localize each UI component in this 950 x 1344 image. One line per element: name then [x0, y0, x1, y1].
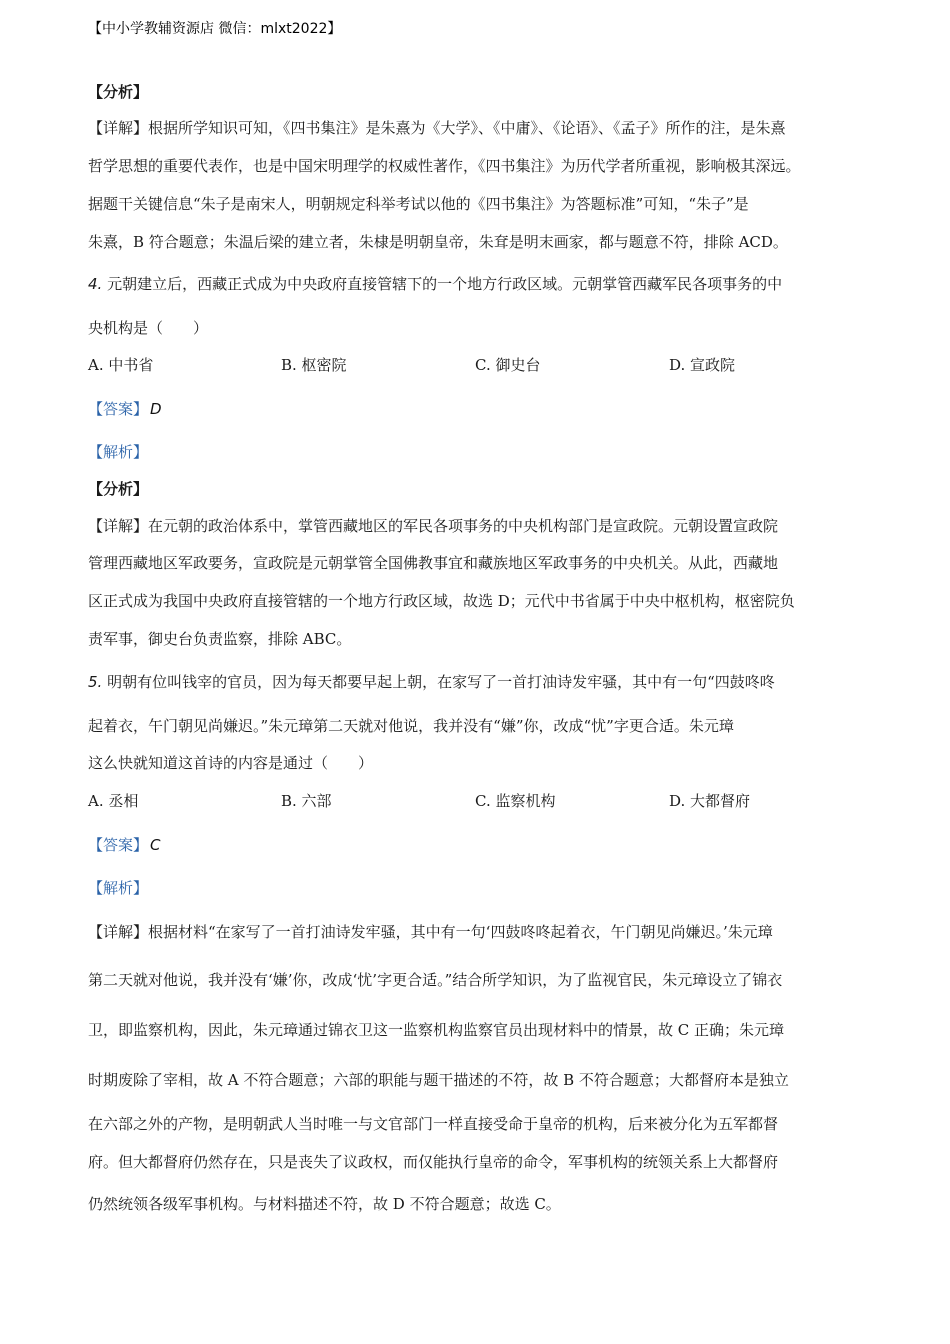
q5-answer-label: 【答案】: [88, 836, 149, 854]
q4-detail-line-4: 责军事，御史台负责监察，排除 ABC。: [88, 630, 352, 648]
q4-option-a: A. 中书省: [88, 356, 154, 374]
q5-stem-line-3: 这么快就知道这首诗的内容是通过（ ）: [88, 754, 374, 772]
q3-detail-line-4: 朱熹，B 符合题意；朱温后梁的建立者，朱棣是明朝皇帝，朱耷是明末画家，都与题意不符，排除 ACD。: [88, 233, 788, 251]
q5-detail-line-7: 仍然统领各级军事机构。与材料描述不符，故 D 不符合题意；故选 C。: [88, 1195, 561, 1213]
q4-answer-line: [88, 399, 864, 419]
q5-stem-line-1: [88, 672, 864, 692]
q5-detail-line-6: 府。但大都督府仍然存在，只是丧失了议政权，而仅能执行皇帝的命令，军事机构的统领关系上大都督府: [88, 1153, 779, 1171]
q4-stem-line-2: 央机构是（ ）: [88, 319, 209, 337]
q3-analysis-label: 【分析】: [88, 83, 149, 101]
q4-detail-line-2: 管理西藏地区军政要务，宣政院是元朝掌管全国佛教事宜和藏族地区军政事务的中央机关。从此，西藏地: [88, 554, 779, 572]
q4-option-c: C. 御史台: [475, 356, 541, 374]
q4-option-b: B. 枢密院: [281, 356, 347, 374]
q5-option-d: D. 大都督府: [669, 792, 751, 810]
q3-detail-line-2: 哲学思想的重要代表作，也是中国宋明理学的权威性著作，《四书集注》为历代学者所重视，影响极其深远。: [88, 157, 801, 175]
q4-number: 4.: [88, 275, 103, 293]
q5-option-b: B. 六部: [281, 792, 332, 810]
q5-detail-line-2: 第二天就对他说，我并没有‘嫌’你，改成‘忧’字更合适。”结合所学知识，为了监视官民，朱元璋设立了锦衣: [88, 971, 783, 989]
q5-option-c: C. 监察机构: [475, 792, 556, 810]
page-header: 【中小学教辅资源店 微信：mlxt2022】: [88, 21, 342, 37]
q4-stem-line-1: [88, 274, 864, 294]
q5-jiexi-label: 【解析】: [88, 879, 149, 897]
q4-detail-line-3: 区正式成为我国中央政府直接管辖的一个地方行政区域，故选 D；元代中书省属于中央中枢机构，枢密院负: [88, 592, 795, 610]
q4-answer: D: [150, 400, 162, 418]
q5-option-a: A. 丞相: [88, 792, 139, 810]
q5-detail-line-4: 时期废除了宰相，故 A 不符合题意；六部的职能与题干描述的不符，故 B 不符合题意；大都督府本是独立: [88, 1071, 789, 1089]
q4-analysis-label: 【分析】: [88, 480, 149, 498]
q3-detail-line-1: 【详解】根据所学知识可知，《四书集注》是朱熹为《大学》、《中庸》、《论语》、《孟子》所作的注，是朱熹: [88, 119, 786, 137]
q5-detail-line-1: 【详解】根据材料“在家写了一首打油诗发牢骚，其中有一句‘四鼓咚咚起着衣，午门朝见尚嫌迟。’朱元璋: [88, 923, 773, 941]
q4-detail-line-1: 【详解】在元朝的政治体系中，掌管西藏地区的军民各项事务的中央机构部门是宣政院。元朝设置宣政院: [88, 517, 779, 535]
q4-stem-text-1: 元朝建立后，西藏正式成为中央政府直接管辖下的一个地方行政区域。元朝掌管西藏军民各项事务的中: [107, 275, 783, 293]
q5-stem-text-1: 明朝有位叫钱宰的官员，因为每天都要早起上朝，在家写了一首打油诗发牢骚，其中有一句“四鼓咚咚: [107, 673, 775, 691]
q4-jiexi-label: 【解析】: [88, 443, 149, 461]
q5-detail-line-3: 卫，即监察机构，因此，朱元璋通过锦衣卫这一监察机构监察官员出现材料中的情景，故 C 正确；朱元璋: [88, 1021, 785, 1039]
q4-answer-label: 【答案】: [88, 400, 149, 418]
q5-detail-line-5: 在六部之外的产物，是明朝武人当时唯一与文官部门一样直接受命于皇帝的机构，后来被分化为五军都督: [88, 1115, 779, 1133]
q5-number: 5.: [88, 673, 103, 691]
q5-answer-line: [88, 835, 864, 855]
q4-option-d: D. 宣政院: [669, 356, 736, 374]
q3-detail-line-3: 据题干关键信息“朱子是南宋人，明朝规定科举考试以他的《四书集注》为答题标准”可知，“朱子”是: [88, 195, 749, 213]
q5-stem-line-2: 起着衣，午门朝见尚嫌迟。”朱元璋第二天就对他说，我并没有“嫌”你，改成“忧”字更合适。朱元璋: [88, 717, 734, 735]
q5-answer: C: [150, 836, 161, 854]
